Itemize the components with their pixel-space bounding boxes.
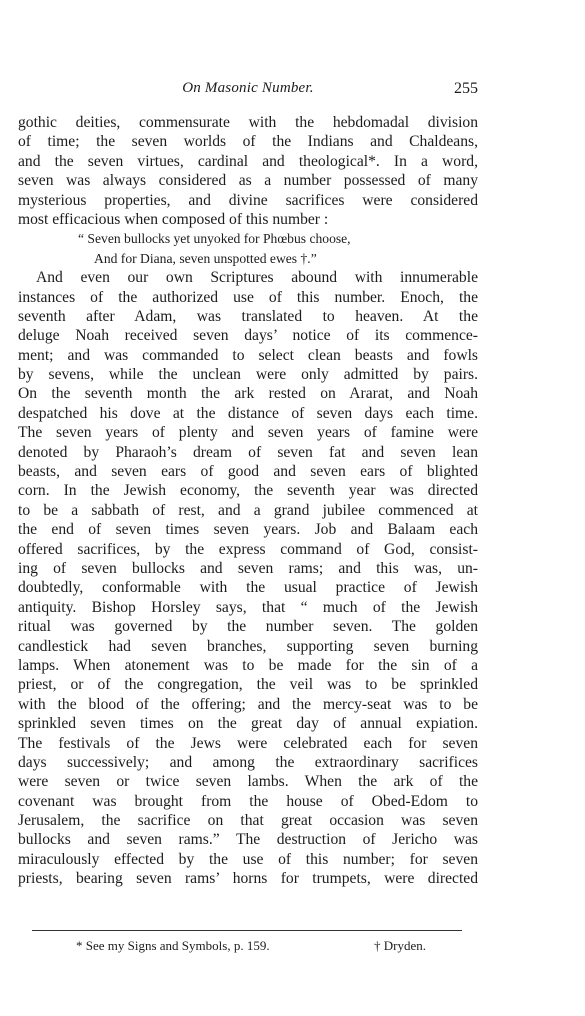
body-line: and the seven virtues, cardinal and theological*. In a word, [18,152,478,170]
paragraph-line: instances of the authorized use of this number. Enoch, the [18,288,478,306]
paragraph-line: beasts, and seven ears of good and seven ears of blighted [18,463,478,481]
paragraph-line: days successively; and among the extraordinary sacrifices [18,753,478,771]
footnote-divider [32,930,462,931]
paragraph-line: And even our own Scriptures abound with innumerable [36,269,478,287]
paragraph-line: priest, or of the congregation, the veil was to be sprinkled [18,676,478,694]
body-line: most efficacious when composed of this number : [18,210,329,228]
paragraph-line: ing of seven bullocks and seven rams; and this was, un- [18,559,478,577]
paragraph-line: by sevens, while the unclean were only admitted by pairs. [18,366,478,384]
paragraph-line: The festivals of the Jews were celebrated each for seven [18,734,478,752]
paragraph-line: miraculously effected by the use of this number; for seven [18,850,478,868]
footnote-signs-and-symbols: * See my Signs and Symbols, p. 159. [76,938,270,953]
paragraph-line: priests, bearing seven rams’ horns for trumpets, were directed [18,870,478,888]
paragraph-line: candlestick had seven branches, supporting seven burning [18,637,478,655]
paragraph-line: seventh after Adam, was translated to heaven. At the [18,307,478,325]
paragraph-line: ment; and was commanded to select clean beasts and fowls [18,346,478,364]
body-line: mysterious properties, and divine sacrifices were considered [18,191,478,209]
running-title: On Masonic Number. [182,80,314,96]
paragraph-line: lamps. When atonement was to be made for the sin of a [18,656,478,674]
paragraph-line: The seven years of plenty and seven years of famine were [18,424,478,442]
paragraph-line: doubtedly, conformable with the usual practice of Jewish [18,579,478,597]
footnote-dryden: † Dryden. [374,938,426,953]
paragraph-line: offered sacrifices, by the express command of God, consist- [18,540,478,558]
page-header [18,80,478,102]
paragraph-line: antiquity. Bishop Horsley says, that “ much of the Jewish [18,598,478,616]
paragraph-line: to be a sabbath of rest, and a grand jubilee commenced at [18,501,478,519]
body-text [18,113,478,889]
paragraph-line: despatched his dove at the distance of seven days each time. [18,404,478,422]
paragraph-line: denoted by Pharaoh’s dream of seven fat and seven lean [18,443,478,461]
paragraph-line: ritual was governed by the number seven. The golden [18,618,478,636]
body-line: gothic deities, commensurate with the hebdomadal division [18,114,478,131]
paragraph-line: corn. In the Jewish economy, the seventh year was directed [18,482,478,500]
paragraph-line: deluge Noah received seven days’ notice of its commence- [18,327,478,345]
body-line: seven was always considered as a number possessed of many [18,172,478,190]
paragraph-line: sprinkled seven times on the great day of annual expiation. [18,715,478,733]
paragraph-line: Jerusalem, the sacrifice on that great occasion was seven [18,812,478,830]
paragraph-line: On the seventh month the ark rested on Ararat, and Noah [18,385,478,403]
paragraph-line: the end of seven times seven years. Job and Balaam each [18,521,478,539]
paragraph-line: bullocks and seven rams.” The destruction of Jericho was [18,831,478,849]
paragraph-line: were seven or twice seven lambs. When the ark of the [18,773,478,791]
paragraph-line: covenant was brought from the house of Obed-Edom to [18,792,478,810]
body-line: of time; the seven worlds of the Indians and Chaldeans, [18,133,478,151]
verse-line: “ Seven bullocks yet unyoked for Phœbus choose, [78,231,351,247]
paragraph-line: with the blood of the offering; and the mercy-seat was to be [18,695,478,713]
page-number: 255 [454,80,478,97]
verse-line: And for Diana, seven unspotted ewes †.” [94,250,317,266]
